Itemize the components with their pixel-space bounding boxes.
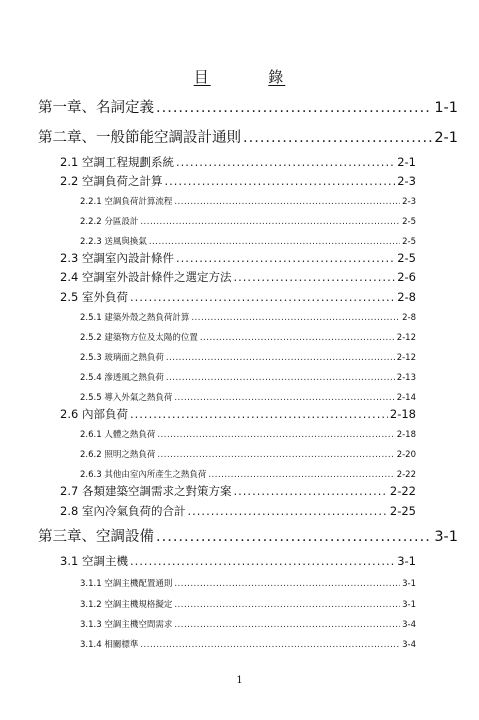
toc-entry-2-2-3[interactable]: 2.2.3 送風與換氣 ..... 2-5 — [80, 235, 416, 247]
toc-entry-3-1-2[interactable]: 3.1.2 空調主機規格擬定 ..... 3-1 — [80, 598, 416, 610]
page-number: 1 — [236, 675, 243, 686]
toc-entry-2-6-3[interactable]: 2.6.3 其他由室內所產生之熱負荷 ..... 2-22 — [80, 468, 416, 480]
toc-entry-2-8[interactable]: 2.8 室內冷氣負荷的合計 ..... 2-25 — [60, 503, 416, 519]
toc-entry-2-5-3[interactable]: 2.5.3 玻璃面之熱負荷 ..... 2-12 — [80, 351, 416, 363]
toc-entry-2-5-5[interactable]: 2.5.5 導入外氣之熱負荷 ..... 2-14 — [80, 391, 416, 403]
toc-entry-2-1[interactable]: 2.1 空調工程規劃系統 ..... 2-1 — [60, 154, 416, 170]
toc-entry-chapter-1[interactable]: 第一章、名詞定義 ..... 1-1 — [38, 96, 458, 117]
toc-entry-chapter-3[interactable]: 第三章、空調設備 ..... 3-1 — [38, 525, 458, 546]
title-char-right: 錄 — [268, 68, 286, 86]
toc-entry-2-5[interactable]: 2.5 室外負荷 ..... 2-8 — [60, 289, 416, 305]
toc-entry-2-5-1[interactable]: 2.5.1 建築外殼之熱負荷計算 ..... 2-8 — [80, 311, 416, 323]
toc-entry-2-3[interactable]: 2.3 空調室內設計條件 ..... 2-5 — [60, 250, 416, 266]
toc-entry-3-1-3[interactable]: 3.1.3 空調主機空間需求 ..... 3-4 — [80, 618, 416, 630]
toc-entry-3-1-4[interactable]: 3.1.4 相關標準 ..... 3-4 — [80, 638, 416, 650]
toc-entry-2-6-1[interactable]: 2.6.1 人體之熱負荷 ..... 2-18 — [80, 428, 416, 440]
toc-entry-2-4[interactable]: 2.4 空調室外設計條件之選定方法 ..... 2-6 — [60, 269, 416, 285]
toc-entry-2-6[interactable]: 2.6 內部負荷 ..... 2-18 — [60, 406, 416, 422]
title-char-left: 目 — [193, 68, 211, 86]
toc-entry-3-1-1[interactable]: 3.1.1 空調主機配置通則 ..... 3-1 — [80, 577, 416, 589]
toc-entry-chapter-2[interactable]: 第二章、一般節能空調設計通則 ..... 2-1 — [38, 126, 458, 147]
toc-entry-2-2-1[interactable]: 2.2.1 空調負荷計算流程 ..... 2-3 — [80, 195, 416, 207]
toc-entry-2-2-2[interactable]: 2.2.2 分區設計 ..... 2-5 — [80, 215, 416, 227]
toc-entry-3-1[interactable]: 3.1 空調主機 ..... 3-1 — [60, 553, 416, 569]
toc-entry-2-5-2[interactable]: 2.5.2 建築物方位及太陽的位置 ..... 2-12 — [80, 331, 416, 343]
toc-entry-2-2[interactable]: 2.2 空調負荷之計算 ..... 2-3 — [60, 173, 416, 189]
toc-entry-2-5-4[interactable]: 2.5.4 滲透風之熱負荷 ..... 2-13 — [80, 371, 416, 383]
toc-entry-2-6-2[interactable]: 2.6.2 照明之熱負荷 ..... 2-20 — [80, 448, 416, 460]
toc-entry-2-7[interactable]: 2.7 各類建築空調需求之對策方案 ..... 2-22 — [60, 483, 416, 499]
page-title — [0, 66, 479, 87]
